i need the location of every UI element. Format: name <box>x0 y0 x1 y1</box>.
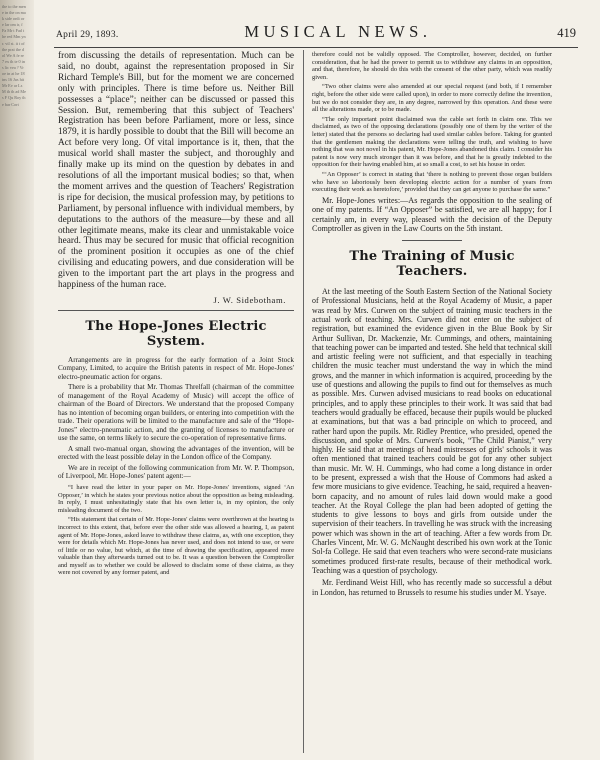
article-paragraph: At the last meeting of the South Eastern Section of the National Society of Professional Musicians, held at the Royal Academy of Music, a paper was read by Mrs. Curwen on the subject of training music teachers in the actual work of teaching. Mrs. Curwen did not enter on the subject of registration, but examined the evidence given in the Blue Book by Sir Arthur Sullivan, Dr. Mackenzie, Mr. Cummings, and others, maintaining that teaching power can be imparted and tested. She held that technical skill and artistic feeling were not sufficient, and that especially in teaching children the music teacher must understand the way in which the mind grows, and the manner in which information is acquired, proceeding by the use of questions and allowing the pupils to find out for themselves as much as possible. Mrs. Curwen advised musicians to read books on educational principles, and to apply these principles to their work. It was said that bad teachers would gradually be effaced, because their pupils would be plucked at examinations, but that was a bad principle on which to proceed, and rather hard upon the pupils. Mr. Ridley Prentice, who presided, opened the discussion, and spoke of Mrs. Curwen's book, “The Child Pianist,” very highly. He said that at meetings of head mistresses of girls' schools it was often mentioned that trained teachers could be got for any other subject than music. Mr. W. H. Cummings, who had come a long distance in order to be present, expressed a wish that the House of Commons had asked a few more musicians to give evidence. Teaching, he said, required a heaven-born capacity, and no amount of rules laid down would make a good teacher. At the Royal College the plan had been adopted of getting the students to give lessons to boys and girls from outside under the supervision of their teachers. In travelling he was struck with the increasing power which was shown in the art of teaching. After a few words from Dr. Charles Vincent, Mr. W. G. McNaught described his own work at the Tonic Sol-fa College. He said that even teachers who were second-rate musicians sometimes produced first-rate results, because of their methodical work. Teaching was a question of psychology. <box>312 287 552 575</box>
left-column <box>58 51 294 751</box>
page-binding-gutter <box>0 0 34 760</box>
right-column <box>312 51 552 751</box>
header-rule <box>54 47 578 48</box>
article-paragraph: We are in receipt of the following communication from Mr. W. P. Thompson, of Liverpool, Mr. Hope-Jones' patent agent:— <box>58 463 294 481</box>
quoted-letter-paragraph: “The only important point disclaimed was the cable set forth in claim one. This we disclaimed, as two of the opposing declarations (possibly one of them by the writer of the letter) stated that the persons so declaring had used similar cables before. Taking for granted that the gentlemen making the declarations were telling the truth, and wishing to have nothing that was not novel in his patent, Mr. Hope-Jones abandoned this claim. I consider his patent is now very much stronger than it was before, and that he is greatly indebted to the opposition for their having enabled him, at so small a cost, to set his house in order. <box>312 115 552 169</box>
quoted-letter-paragraph: “I have read the letter in your paper on Mr. Hope-Jones' inventions, signed ‘An Opposer,’ in which he states your previous notice about the opposition as being misleading. In reply, I must unhesitatingly state that his own letter is, in my opinion, the only misleading document of the two. <box>58 483 294 514</box>
article-paragraph: There is a probability that Mr. Thomas Threlfall (chairman of the committee of management of the Royal Academy of Music) will accept the office of chairman of the Board of Directors. We understand that the proposed Company has no intention of becoming organ builders, or entering into competition with the trade. Their operations will be limited to the manufacture and sale of the “Hope-Jones” electro-pneumatic action, and the granting of licenses to manufacture or use the same, on terms likely to secure the co-operation of representative firms. <box>58 383 294 443</box>
section-heading: The Hope-Jones Electric System. <box>85 318 267 349</box>
column-divider <box>303 50 304 753</box>
article-paragraph: Mr. Hope-Jones writes:—As regards the opposition to the sealing of one of my patents. If “An Opposer” be satisfied, we are all happy; for I certainly am, in every way, pleased with the decision of the Deputy Comptroller as given in the Law Courts on the 5th instant. <box>312 195 552 234</box>
article-paragraph: Mr. Ferdinand Weist Hill, who has recently made so successful a début in London, has returned to Brussels to resume his studies under M. Ysaye. <box>312 578 552 597</box>
article-paragraph: from discussing the details of representation. Much can be said, no doubt, against the representation proposed in Sir Richard Temple's Bill, but for the moment we are concerned only with principles. There is time before us. Neither Bill possesses a “place”; neither can be discussed or passed this Session. But, remembering that this subject of Teachers' Registration has been before Parliament, more or less, since 1879, it is hardly possible to doubt that the Bill will become an Act before very long. Of vital importance is it, then, that the musical world shall master the subject, and thoroughly and finally make up its mind on the question by debates in and resolutions of all the important musical bodies; so that, when the moment arrives and the question of Teachers' Registration is ripe for decision, the musical profession may, by petitions to Parliament, by personal influence with individual members, by deputations to the authors of the measure—by these and all other legitimate means, make its clear and unmistakable voice heard. Thus may be secured for music that official recognition of the prominent position it occupies as one of the chief civilising and educating powers, and due consideration will be given to the important part the art plays in the progress and happiness of the human race. <box>58 51 294 291</box>
section-separator <box>402 240 462 241</box>
section-heading: The Training of Music Teachers. <box>349 249 515 280</box>
page-number: 419 <box>557 26 576 40</box>
article-paragraph: A small two-manual organ, showing the advantages of the invention, will be erected with the least possible delay in the London office of the Company. <box>58 444 294 462</box>
quoted-letter-paragraph: “Two other claims were also amended at our special request (and both, if I remember right, before the other side were called upon), in order to more correctly define the invention, but we do not consider they are, in any degree, narrowed by this operation. And these were all the alterations made, or to be made. <box>312 83 552 114</box>
issue-date: April 29, 1893. <box>56 30 119 40</box>
quoted-letter-paragraph: “His statement that certain of Mr. Hope-Jones' claims were overthrown at the hearing is incorrect to this extent, that, before ever the other side was allowed a hearing, I, as patent agent of Mr. Hope-Jones, asked leave to withdraw these claims, as, with one exception, they were for details which Mr. Hope-Jones has never used, and does not intend to use, or were of little or no value, but which, at the time of drawing the specification, appeared more valuable than they afterwards turned out to be. It was a question between the Comptroller and myself as to whether we could be allowed to disclaim some of these claims, as they were not covered by any former patent, and <box>58 516 294 577</box>
masthead: MUSICAL NEWS. <box>244 22 432 41</box>
quoted-letter-paragraph: therefore could not be validly opposed. The Comptroller, however, decided, on further consideration, that he had the power to permit us to withdraw any claims in an opposition, and that, therefore, he should do this with the consent of the other party, which was readily given. <box>312 51 552 81</box>
section-separator <box>58 310 294 311</box>
article-signature: J. W. Sidebotham. <box>213 294 286 305</box>
article-paragraph: Arrangements are in progress for the early formation of a Joint Stock Company, Limited, to acquire the British patents in respect of Mr. Hope-Jones' electro-pneumatic action for organs. <box>58 355 294 381</box>
quoted-letter-paragraph: “‘An Opposer’ is correct in stating that ‘there is nothing to prevent those organ builders who have so laboriously been developing electric action for a number of years from executing their work as heretofore,’ provided that they can get anyone to purchase the same.” <box>312 170 552 194</box>
binding-text: the to the mene in the on mak side ordi ore lar om ir, f Fa Mr t Fad the red Mm yn r. vil st. it t of the prai the dol We A fe re 7 ex th te 0 in s lic vea ? Vr oe in at he 18 ins 16 Jus hit Mr Ev ar Ls M th th ad Mes F Qu Roy the bar Cort <box>2 4 26 107</box>
page-header <box>56 22 576 44</box>
